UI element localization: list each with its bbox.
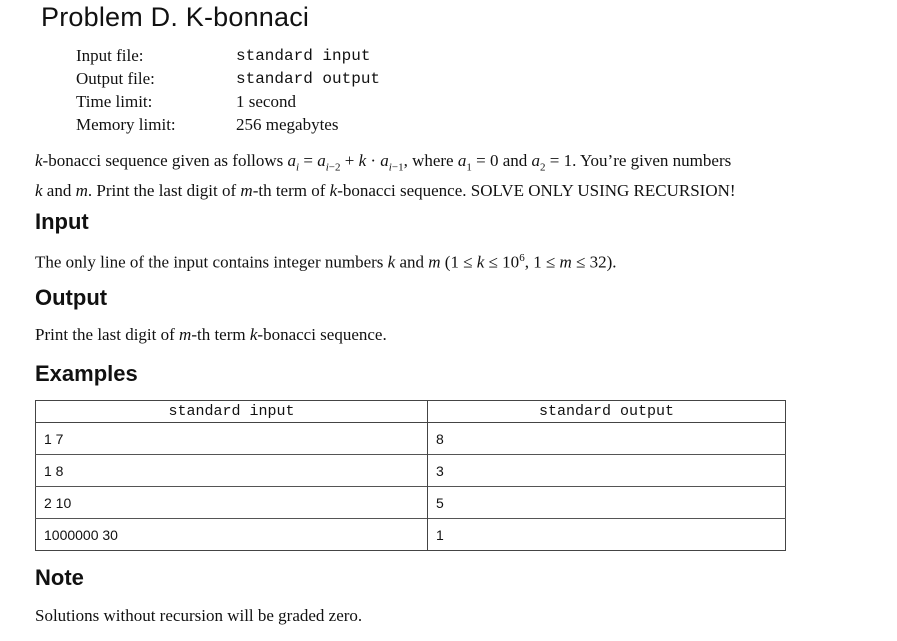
example-row (36, 519, 786, 551)
examples-header-row (36, 401, 786, 423)
limit-value: standard input (236, 46, 371, 65)
limit-row (76, 67, 380, 90)
limit-value: 256 megabytes (236, 114, 339, 134)
note-heading: Note (35, 565, 84, 590)
examples-heading: Examples (35, 361, 138, 386)
example-output: 5 (428, 487, 786, 519)
limits-block (76, 44, 380, 136)
example-output: 3 (428, 455, 786, 487)
example-row (36, 423, 786, 455)
limit-row (76, 90, 380, 113)
input-heading: Input (35, 209, 89, 234)
examples-table (35, 400, 786, 551)
example-input: 1 7 (36, 423, 428, 455)
output-description: Print the last digit of m-th term k-bonacci sequence. (35, 325, 387, 344)
column-header-output: standard output (428, 401, 786, 423)
note-text: Solutions without recursion will be graded zero. (35, 606, 363, 625)
limit-value: standard output (236, 69, 381, 88)
example-input: 1000000 30 (36, 519, 428, 551)
limit-value: 1 second (236, 91, 296, 111)
limit-row (76, 44, 380, 67)
example-row (36, 487, 786, 519)
problem-statement: k-bonacci sequence given as follows $a_i = a_{i-2} + k \cdot a_{i-1}$, where $a_1 = 0$ and $a_2 = 1$. You’re given numbers k and m. Print the last digit of m-th term of k-bonacci sequence. SOLVE ONLY USING RECURSION! (35, 151, 736, 201)
example-input: 2 10 (36, 487, 428, 519)
limit-label: Input file: (76, 45, 144, 65)
input-description: The only line of the input contains integer numbers k and m ($1 \le k \le 10^6$, 1 ≤ m ≤ 32). (35, 252, 617, 272)
column-header-input: standard input (36, 401, 428, 423)
limit-label: Time limit: (76, 91, 153, 111)
limit-label: Output file: (76, 68, 155, 88)
example-input: 1 8 (36, 455, 428, 487)
limit-label: Memory limit: (76, 114, 176, 134)
output-heading: Output (35, 285, 108, 310)
example-output: 1 (428, 519, 786, 551)
example-output: 8 (428, 423, 786, 455)
problem-title: Problem D. K-bonnaci (41, 2, 310, 32)
limit-row (76, 113, 380, 136)
example-row (36, 455, 786, 487)
